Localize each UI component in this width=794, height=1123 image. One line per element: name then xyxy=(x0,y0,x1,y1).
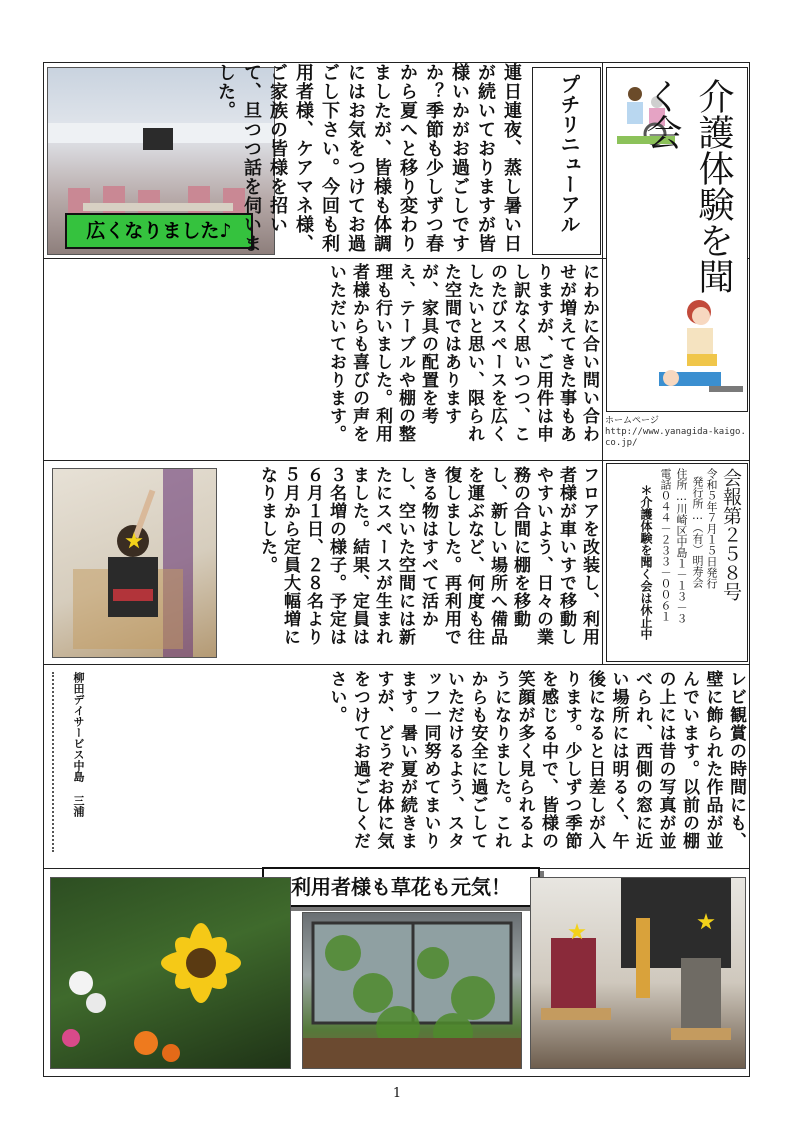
photo-green-curtain xyxy=(302,912,522,1069)
photo-activity xyxy=(530,877,746,1069)
section2-text: にわかに合い問い合わせが増えてきた事もありますが、ご用件は申し訳なく思いつつ、このたびスペースを広くしたいと思い、限られた空間ではありますが、家具の配置を考え、テーブルや棚の整理も行いました。利用者様からも喜びの声をいただいております。 xyxy=(326,263,599,443)
header-box xyxy=(606,67,748,412)
homepage-url[interactable]: http://www.yanagida-kaigo.co.jp/ xyxy=(605,427,746,448)
address: 住所…川崎区中島１－１３－３ xyxy=(675,468,688,624)
divider xyxy=(602,460,603,664)
divider xyxy=(43,460,750,461)
column-title: プチリニューアル xyxy=(557,74,581,234)
section4-text: レビ観賞の時間にも、壁に飾られた作品が並んでいます。以前の棚の上には昔の写真が並べられ、西側の窓に近い場所には明るく、午後になると日差しが入ります。少しずつ季節を感じる中で、皆様の笑顔が多く見られるようになりました。これからも安全に過ごしていただけるよう、スタッフ一同努めてまいります。暑い夏が続きますが、どうぞお体に気をつけてお過ごしください。 xyxy=(326,670,746,850)
homepage-label: ホームページ xyxy=(605,416,659,426)
notice: ＊介護体験を聞く会は休止中 xyxy=(639,484,653,640)
column-title-box xyxy=(532,67,601,255)
issue-title: 会報第２５８号 xyxy=(720,468,742,601)
section3-text: フロアを改装し、利用者様が車いすで移動しやすいよう、日々の業務の合間に棚を移動し、新しい場所へ備品を運ぶなど、何度も往復しました。再利用できる物はすべて活かし、空いた空間には新たにスペースが生まれました。結果、定員は３名増の様子。予定は６月１日、２８名より５月から定員大幅増になりました。 xyxy=(257,466,599,646)
homepage-block xyxy=(605,416,747,456)
banner-heading: 利用者様も草花も元気！ xyxy=(262,867,540,907)
header-title: 介護体験を聞く会 xyxy=(641,78,734,294)
nurse-illustration xyxy=(659,294,745,406)
issue-info-box xyxy=(606,463,748,662)
page-number: 1 xyxy=(392,1086,402,1101)
byline: 柳田デイサービス中島 三浦 xyxy=(72,672,85,817)
photo-caption: 広くなりました♪ xyxy=(65,213,253,249)
byline-rule xyxy=(52,672,56,852)
divider xyxy=(602,62,603,460)
divider xyxy=(43,664,750,665)
photo-sunflower xyxy=(50,877,291,1069)
photo-seated-user xyxy=(52,468,217,658)
phone: 電話０４４－２３３－００６１ xyxy=(659,468,672,622)
issue-date: 令和５年７月１５日発行 xyxy=(705,468,718,589)
intro-text: 連日連夜、蒸し暑い日が続いておりますが皆様いかがお過ごしですか？季節も少しずつ春から夏へと移り変わりましたが、皆様も体調にはお気をつけてお過ごし下さい。今回も利用者様、ケアマネ様、ご家族の皆様を招いて、旦つつ話を伺いました。 xyxy=(215,63,522,253)
issuer: 発行所…（有）明寿会 xyxy=(691,476,704,588)
